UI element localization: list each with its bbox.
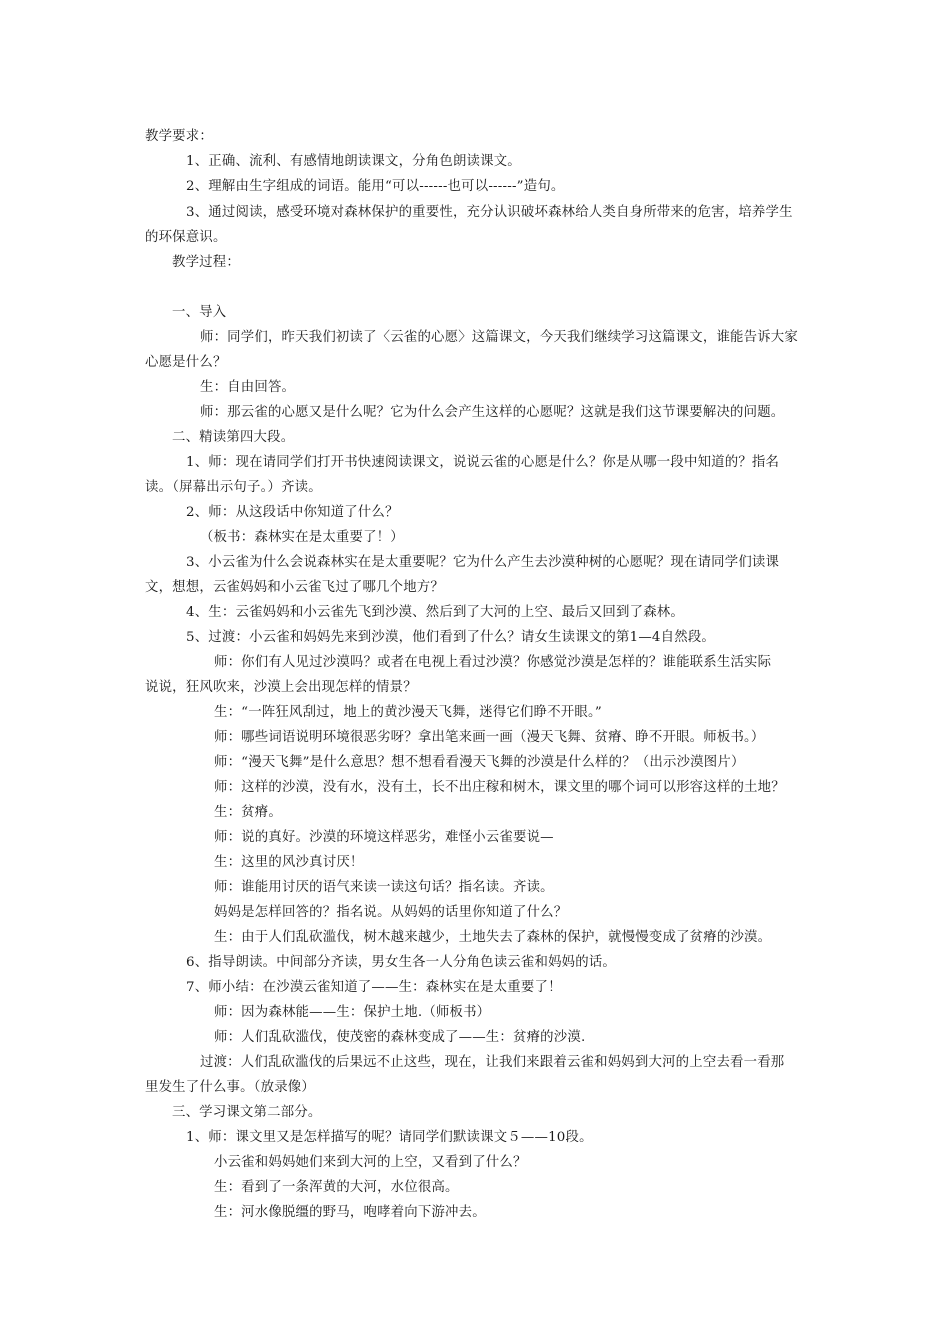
dialogue-line: 生：河水像脱缰的野马，咆哮着向下游冲去。: [214, 1205, 486, 1220]
dialogue-line: 师：哪些词语说明环境很恶劣呀？拿出笔来画一画（漫天飞舞、贫瘠、睁不开眼。师板书。）: [214, 730, 765, 745]
paragraph-line: 6、指导朗读。中间部分齐读，男女生各一人分角色读云雀和妈妈的话。: [186, 955, 617, 970]
paragraph-line: 里发生了什么事。（放录像）: [145, 1080, 315, 1095]
paragraph-line: 过渡：人们乱砍滥伐的后果远不止这些，现在，让我们来跟着云雀和妈妈到大河的上空去看一看那: [200, 1055, 785, 1070]
paragraph-line: 师：那云雀的心愿又是什么呢？它为什么会产生这样的心愿呢？这就是我们这节课要解决的问题。: [200, 405, 785, 420]
board-note: （板书：森林实在是太重要了！）: [200, 530, 404, 545]
dialogue-line: 小云雀和妈妈她们来到大河的上空，又看到了什么？: [214, 1155, 527, 1170]
section-heading: 二、精读第四大段。: [172, 430, 295, 445]
dialogue-line: 妈妈是怎样回答的？指名说。从妈妈的话里你知道了什么？: [214, 905, 568, 920]
paragraph-line: 5、过渡：小云雀和妈妈先来到沙漠，他们看到了什么？请女生读课文的第1—4自然段。: [186, 630, 716, 645]
dialogue-line: 生：看到了一条浑黄的大河，水位很高。: [214, 1180, 459, 1195]
paragraph-line: 2、师：从这段话中你知道了什么？: [186, 505, 399, 520]
dialogue-line: 师：人们乱砍滥伐，使茂密的森林变成了——生：贫瘠的沙漠.: [214, 1030, 586, 1045]
section-heading: 三、学习课文第二部分。: [172, 1105, 322, 1120]
dialogue-line: 生：由于人们乱砍滥伐，树木越来越少，土地失去了森林的保护，就慢慢变成了贫瘠的沙漠。: [214, 930, 772, 945]
paragraph-line: 的环保意识。: [145, 230, 227, 245]
dialogue-line: 师：因为森林能——生：保护土地.（师板书）: [214, 1005, 491, 1020]
requirement-item: 1、正确、流利、有感情地朗读课文，分角色朗读课文。: [186, 154, 521, 169]
paragraph-line: 生：自由回答。: [200, 380, 296, 395]
paragraph-line: 3、小云雀为什么会说森林实在是太重要呢？它为什么产生去沙漠种树的心愿呢？现在请同学们读课: [186, 555, 780, 570]
section-heading: 教学过程：: [172, 255, 240, 270]
dialogue-line: 师：“漫天飞舞”是什么意思？想不想看看漫天飞舞的沙漠是什么样的？（出示沙漠图片）: [214, 755, 745, 770]
dialogue-line: 生：“一阵狂风刮过，地上的黄沙漫天飞舞，迷得它们睁不开眼。”: [214, 705, 602, 720]
paragraph-line: 心愿是什么？: [145, 355, 227, 370]
dialogue-line: 师：你们有人见过沙漠吗？或者在电视上看过沙漠？你感觉沙漠是怎样的？谁能联系生活实际: [214, 655, 772, 670]
requirement-item: 2、理解由生字组成的词语。能用“可以------也可以------”造句。: [186, 179, 565, 194]
dialogue-line: 生：贫瘠。: [214, 805, 282, 820]
dialogue-line: 生：这里的风沙真讨厌！: [214, 855, 364, 870]
section-heading: 一、导入: [172, 305, 227, 320]
paragraph-line: 师：同学们，昨天我们初读了〈云雀的心愿〉这篇课文，今天我们继续学习这篇课文，谁能告诉大家: [200, 330, 798, 345]
paragraph-line: 文，想想，云雀妈妈和小云雀飞过了哪几个地方？: [145, 580, 444, 595]
requirement-item: 3、通过阅读，感受环境对森林保护的重要性，充分认识破坏森林给人类自身所带来的危害，培养学生: [186, 205, 793, 220]
paragraph-line: 说说，狂风吹来，沙漠上会出现怎样的情景？: [145, 680, 417, 695]
dialogue-line: 师：谁能用讨厌的语气来读一读这句话？指名读。齐读。: [214, 880, 554, 895]
paragraph-line: 读。（屏幕出示句子。）齐读。: [145, 480, 322, 495]
dialogue-line: 师：说的真好。沙漠的环境这样恶劣，难怪小云雀要说—: [214, 830, 554, 845]
paragraph-line: 1、师：现在请同学们打开书快速阅读课文，说说云雀的心愿是什么？你是从哪一段中知道的？指名: [186, 455, 780, 470]
paragraph-line: 1、师：课文里又是怎样描写的呢？请同学们默读课文５——10段。: [186, 1130, 593, 1145]
section-heading: 教学要求：: [145, 129, 213, 144]
paragraph-line: 7、师小结：在沙漠云雀知道了——生：森林实在是太重要了！: [186, 980, 562, 995]
paragraph-line: 4、生：云雀妈妈和小云雀先飞到沙漠、然后到了大河的上空、最后又回到了森林。: [186, 605, 684, 620]
dialogue-line: 师：这样的沙漠，没有水，没有土，长不出庄稼和树木，课文里的哪个词可以形容这样的土地？: [214, 780, 785, 795]
